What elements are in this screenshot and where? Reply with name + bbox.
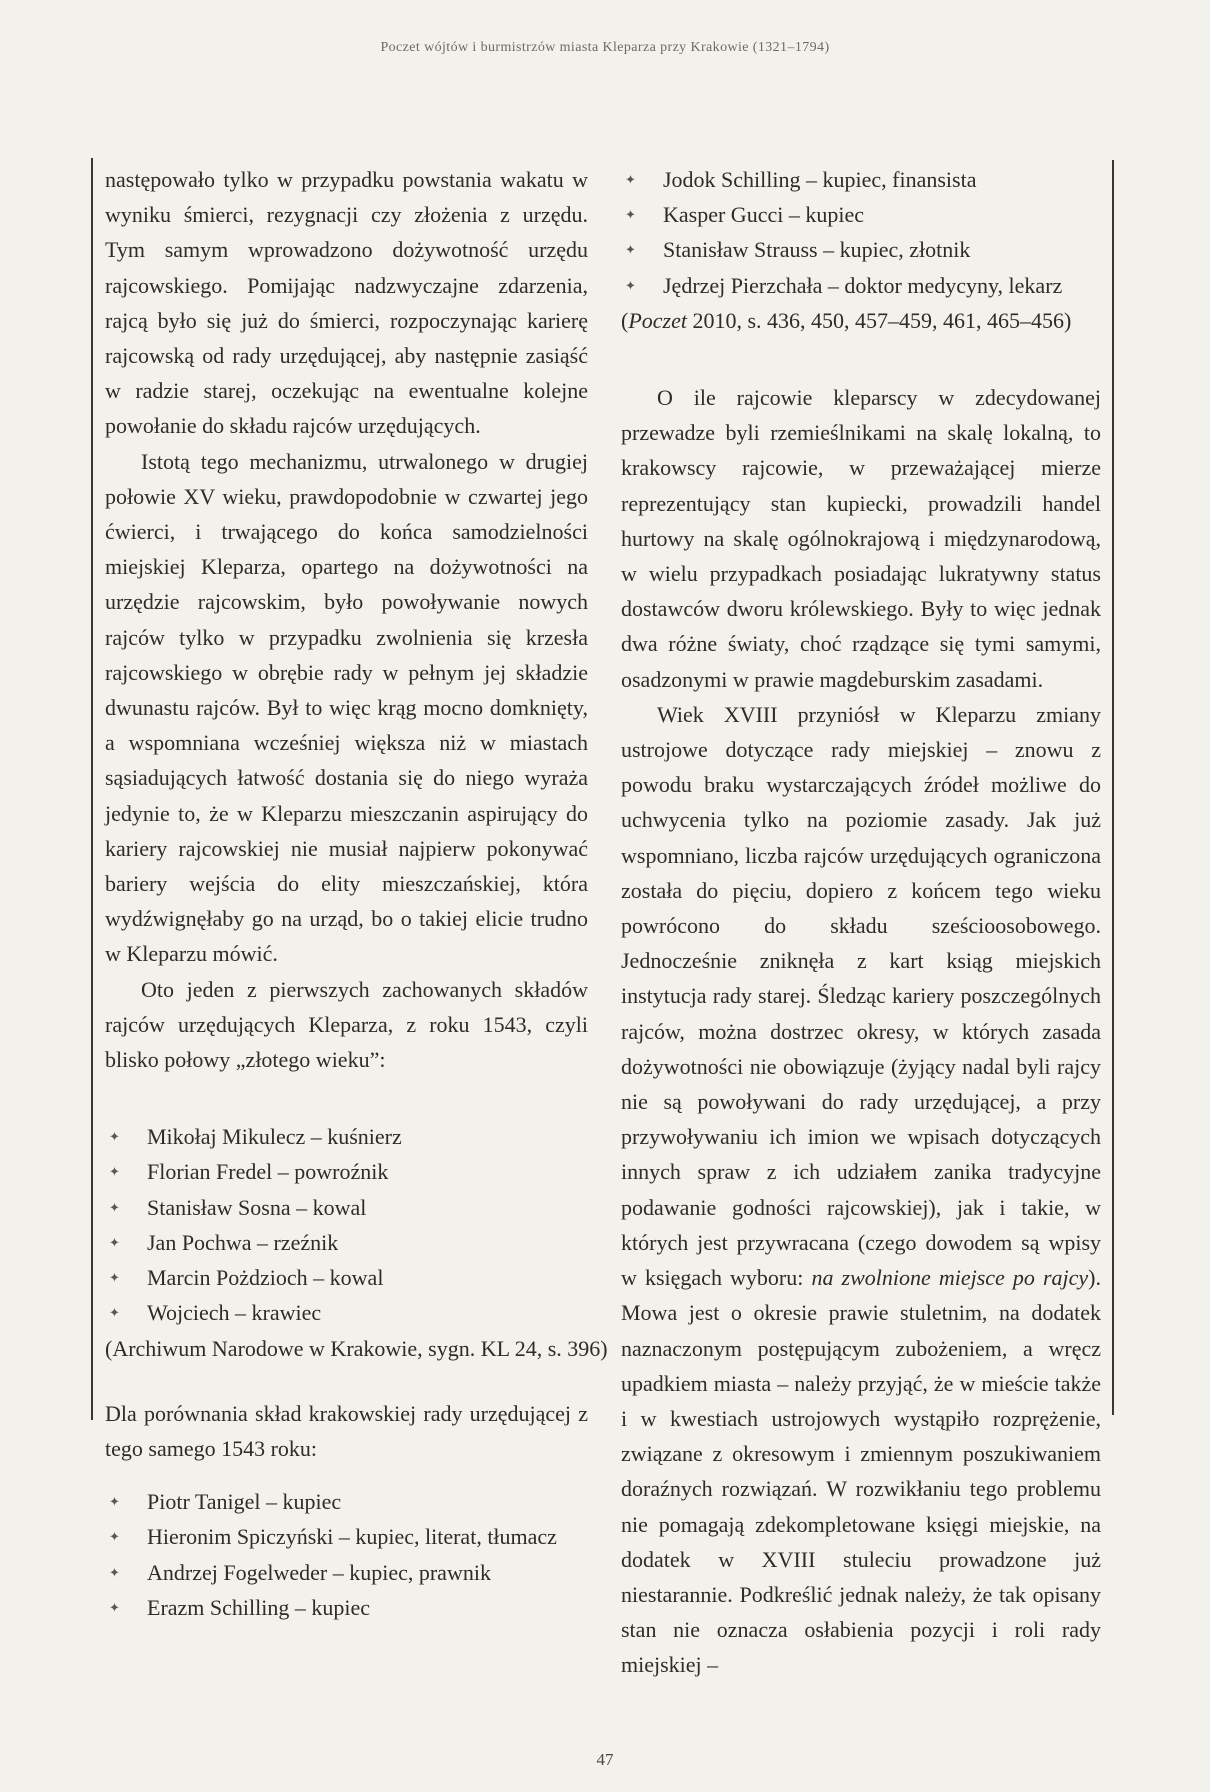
right-margin-rule — [1112, 160, 1114, 1415]
bullet-icon: ✦ — [109, 1599, 120, 1615]
list-item: ✦ Stanisław Strauss – kupiec, złotnik — [621, 232, 1101, 267]
page-number: 47 — [596, 1750, 614, 1769]
bullet-icon: ✦ — [109, 1199, 120, 1215]
list-item: ✦ Jędrzej Pierzchała – doktor medycyny, lekarz — [621, 268, 1101, 303]
left-column — [105, 162, 608, 1625]
running-header: Poczet wójtów i burmistrzów miasta Kleparza przy Krakowie (1321–1794) — [380, 40, 830, 55]
bullet-icon: ✦ — [625, 242, 636, 258]
bullet-icon: ✦ — [625, 172, 636, 187]
krakow-councillors-list-continued — [621, 162, 1101, 303]
bullet-icon: ✦ — [109, 1164, 120, 1180]
paragraph-18th-century: Wiek XVIII przyniósł w Kleparzu zmiany ustrojowe dotyczące rady miejskiej – znowu z powodu braku wystarczających źródeł możliwe do uchwycenia tylko na poziomie zasady. Jak już wspomniano, liczba rajców urzędujących ograniczona została do pięciu, dopiero z końcem tego wieku powrócono do składu sześcioosobowego. Jednocześnie zniknęła z kart ksiąg miejskich instytucja rady starej. Śledząc kariery poszczególnych rajców, można dostrzec okresy, w których zasada dożywotności nie obowiązuje (żyjący nadal byli rajcy nie są powoływani do rady urzędującej, a przy przywoływaniu ich imion we wpisach dotyczących innych spraw z ich udziałem zanika tradycyjne podawanie godności rajcowskiej), jak i takie, w których jest przywracana (czego dowodem są wpisy w księgach wyboru: na zwolnione miejsce po rajcy). Mowa jest o okresie prawie stuletnim, na dodatek naznaczonym postępującym zubożeniem, a wręcz upadkiem miasta – należy przyjąć, że w mieście także i w kwestiach ustrojowych wystąpiło rozprężenie, związane z okresowym i zmiennym poszukiwaniem doraźnych rozwiązań. W rozwikłaniu tego problemu nie pomagają zdekompletowane księgi miejskie, na dodatek w XVIII stuleciu prowadzone już niestarannie. Podkreślić jednak należy, że tak opisany stan nie oznacza osłabienia pozycji i roli rady miejskiej – — [621, 701, 1101, 1678]
list-item: ✦ Andrzej Fogelweder – kupiec, prawnik — [105, 1555, 588, 1590]
list-item: ✦ Piotr Tanigel – kupiec — [105, 1484, 588, 1519]
kleparz-councillors-list — [105, 1119, 588, 1330]
bullet-icon: ✦ — [109, 1564, 120, 1580]
list-item: ✦ Wojciech – krawiec — [105, 1295, 588, 1330]
list-item: ✦ Erazm Schilling – kupiec — [105, 1590, 588, 1625]
paragraph-mechanism: Istotą tego mechanizmu, utrwalonego w drugiej połowie XV wieku, prawdopodobnie w czwartej jego ćwierci, i trwającego do końca samodzielności miejskiej Kleparza, opartego na dożywotności na urzędzie rajcowskim, było powoływanie nowych rajców tylko w przypadku zwolnienia się krzesła rajcowskiego w obrębie rady w pełnym jej składzie dwunastu rajców. Był to więc krąg mocno domknięty, a wspomniana wcześniej większa niż w miastach sąsiadujących łatwość dostania się do niego wyraża jedynie to, że w Kleparzu mieszczanin aspirujący do kariery rajcowskiej nie musiał najpierw pokonywać bariery wejścia do elity mieszczańskiej, która wydźwignęłaby go na urząd, bo o takiej elicie trudno w Kleparzu mówić. — [105, 448, 588, 967]
bullet-icon: ✦ — [109, 1270, 120, 1286]
bullet-icon: ✦ — [109, 1494, 120, 1510]
paragraph-1543-intro: Oto jeden z pierwszych zachowanych składów rajców urzędujących Kleparza, z roku 1543, czyli blisko połowy „złotego wieku”: — [105, 976, 588, 1073]
bullet-icon: ✦ — [109, 1234, 120, 1250]
right-column — [621, 162, 1101, 1683]
bullet-icon: ✦ — [109, 1529, 120, 1545]
list-item: ✦ Marcin Pożdzioch – kowal — [105, 1260, 588, 1295]
list-item: ✦ Stanisław Sosna – kowal — [105, 1190, 588, 1225]
left-margin-rule — [91, 158, 93, 1420]
poczet-citation: (Poczet 2010, s. 436, 450, 457–459, 461, 465–456) — [621, 307, 1072, 333]
bullet-icon: ✦ — [109, 1305, 120, 1321]
krakow-councillors-list — [105, 1484, 588, 1625]
paragraph-two-worlds: O ile rajcowie kleparscy w zdecydowanej przewadze byli rzemieślnikami na skalę lokalną, to krakowscy rajcowie, w przeważającej mierze reprezentujący stan kupiecki, prowadzili handel hurtowy na skalę ogólnokrajową i międzynarodową, w wielu przypadkach posiadając lukratywny status dostawców dworu królewskiego. Były to więc jednak dwa różne światy, choć rządzące się tymi samymi, osadzonymi w prawie magdeburskim zasadami. — [621, 385, 1101, 692]
archive-citation: (Archiwum Narodowe w Krakowie, sygn. KL 24, s. 396) — [105, 1335, 608, 1361]
bullet-icon: ✦ — [625, 207, 636, 223]
bullet-icon: ✦ — [109, 1129, 120, 1145]
list-item: ✦ Jan Pochwa – rzeźnik — [105, 1225, 588, 1260]
paragraph-krakow-comparison: Dla porównania skład krakowskiej rady urzędującej z tego samego 1543 roku: — [105, 1400, 588, 1461]
list-item: ✦ Hieronim Spiczyński – kupiec, literat, tłumacz — [105, 1519, 588, 1554]
paragraph-continuation: następowało tylko w przypadku powstania wakatu w wyniku śmierci, rezygnacji czy złożenia z urzędu. Tym samym wprowadzono dożywotność urzędu rajcowskiego. Pomijając nadzwyczajne zdarzenia, rajcą było się już do śmierci, rozpoczynając karierę rajcowską od rady urzędującej, aby następnie zasiąść w radzie starej, oczekując na ewentualne kolejne powołanie do składu rajców urzędujących. — [105, 167, 588, 439]
list-item: ✦ Mikołaj Mikulecz – kuśnierz — [105, 1119, 588, 1154]
bullet-icon: ✦ — [625, 277, 636, 293]
list-item: ✦ Florian Fredel – powroźnik — [105, 1154, 588, 1189]
list-item: ✦ Jodok Schilling – kupiec, finansista — [621, 162, 1101, 197]
list-item: ✦ Kasper Gucci – kupiec — [621, 197, 1101, 232]
